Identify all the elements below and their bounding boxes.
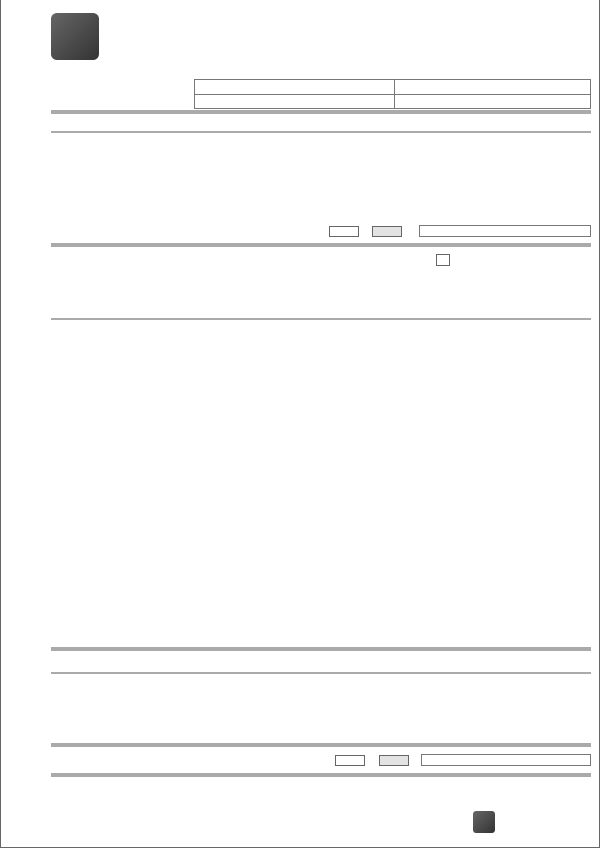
ready-for-tr-comment[interactable] [419,225,591,237]
divider [51,672,591,674]
ready-for-tr-yes[interactable] [329,226,359,237]
equipment-ready-no[interactable] [379,755,409,766]
divider [51,743,591,747]
divider [51,647,591,651]
equipment-info-grid [194,79,591,109]
divider [51,110,591,114]
divider [51,131,591,133]
footer-vp-logo [473,811,495,833]
vp-logo [51,13,99,60]
ready-for-tr-no[interactable] [372,226,402,237]
divider [51,773,591,777]
equipment-ready-yes[interactable] [335,755,365,766]
tick-checkmark-icon [436,254,450,266]
divider [51,243,591,247]
equipment-ready-comment[interactable] [421,754,591,766]
divider [51,318,591,320]
